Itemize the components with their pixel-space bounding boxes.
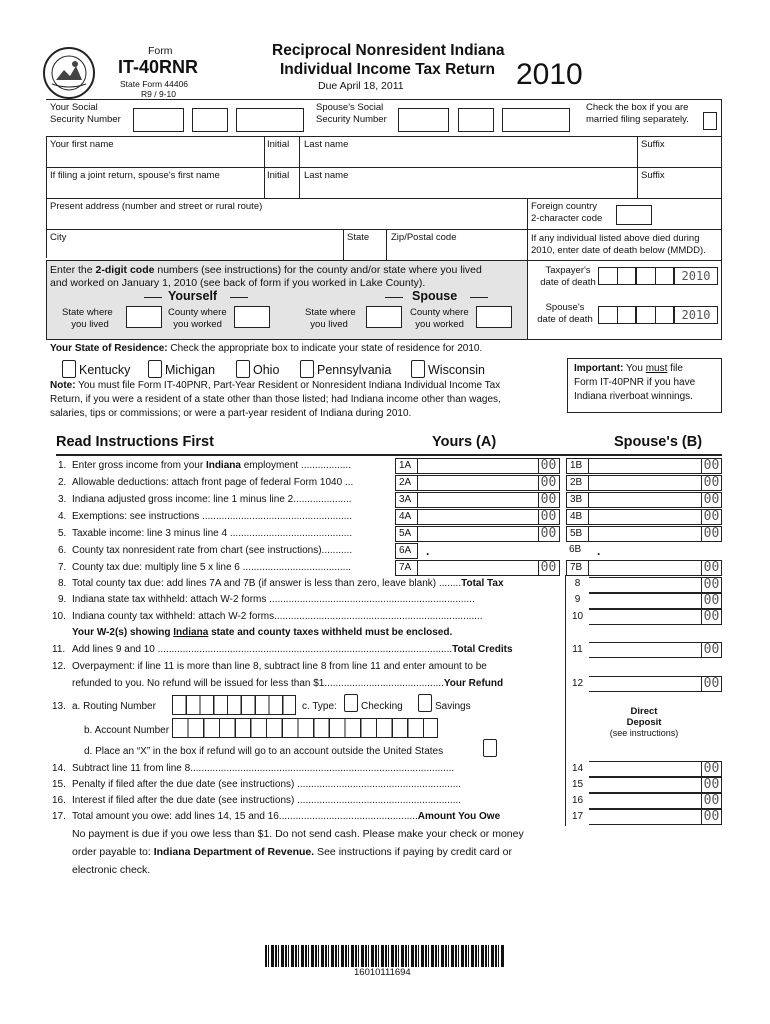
line12-text-2: refunded to you. No refund will be issued for less than $1...........................................Your Refund [72,678,504,689]
line2a-cents: 00 [538,475,558,491]
line2-number: 2. [58,477,67,488]
line4b-cents: 00 [701,509,721,525]
line2-text: Allowable deductions: attach front page of federal Form 1040 ... [72,477,354,488]
account-number-boxes[interactable] [172,718,438,738]
outside-us-label: d. Place an “X” in the box if refund will go to an account outside the United States [84,746,444,757]
state-of-residence-label: Your State of Residence: Check the appropriate box to indicate your state of residence for 2010. [50,343,483,354]
spouse-last-name-label: Last name [304,170,349,181]
yourself-heading: Yourself [168,289,218,303]
line3a-cents: 00 [538,492,558,508]
spouse-death-year-text: 2010 [681,308,711,322]
line6a-id: 6A [395,543,418,559]
line12-id: 12 [571,678,584,689]
line3a-id: 3A [395,492,418,508]
read-instructions-heading: Read Instructions First [56,434,214,450]
line3-number: 3. [58,494,67,505]
line14-number: 14. [52,763,66,774]
ohio-label: Ohio [253,363,280,377]
line5b-id: 5B [566,526,589,542]
line10-cents: 00 [701,609,721,625]
savings-label: Savings [435,701,471,712]
spouse-heading: Spouse [412,289,458,303]
line1-number: 1. [58,460,67,471]
payment-note-line2: order payable to: Indiana Department of Revenue. See instructions if paying by credit card or [72,846,513,858]
line6b-decimal: . [597,544,601,558]
line8-number: 8. [58,578,67,589]
your-ssn-part2[interactable] [192,108,228,132]
your-state-lived-box[interactable] [126,306,162,328]
line7b-cents: 00 [701,560,721,576]
line15-cents: 00 [701,777,721,793]
line7-number: 7. [58,562,67,573]
due-date: Due April 18, 2011 [318,80,404,92]
line14-cents: 00 [701,761,721,777]
form-title-line2: Individual Income Tax Return [280,61,496,78]
death-note: If any individual listed above died during 2010, enter date of death below (MMDD). [531,233,706,256]
line16-cents: 00 [701,793,721,809]
line14-id: 14 [571,763,584,774]
checking-label: Checking [361,701,403,712]
initial-label: Initial [267,139,290,150]
line15-id: 15 [571,779,584,790]
residence-note-line3: salaries, tips or commissions; or were a part-year resident of Indiana during 2010. [50,408,412,419]
line6a-decimal: . [426,544,430,558]
indiana-state-seal [42,46,96,100]
line5-text: Taxable income: line 3 minus line 4 ............................................ [72,528,353,539]
your-county-worked-box[interactable] [234,306,270,328]
spouse-state-lived-label: State where you lived [305,307,356,330]
line14-text: Subtract line 11 from line 8............................................................................................... [72,763,455,774]
spouse-suffix-label: Suffix [641,170,665,181]
michigan-checkbox[interactable] [148,360,162,378]
line1a-id: 1A [395,458,418,474]
line11-number: 11. [52,644,66,655]
line15-text: Penalty if filed after the due date (see instructions) ........................................................... [72,779,462,790]
line8-text: Total county tax due: add lines 7A and 7B (if answer is less than zero, leave blank) ........Total Tax [72,578,504,589]
kentucky-checkbox[interactable] [62,360,76,378]
line2b-cents: 00 [701,475,721,491]
line1b-cents: 00 [701,458,721,474]
zip-label: Zip/Postal code [391,232,457,243]
line16-id: 16 [571,795,584,806]
important-note-line3: Indiana riverboat winnings. [574,391,693,402]
foreign-country-label: Foreign country 2-character code [531,201,603,224]
line4a-cents: 00 [538,509,558,525]
tax-year: 2010 [516,58,583,91]
spouses-column-heading: Spouse's (B) [614,434,703,450]
routing-number-label: a. Routing Number [72,701,156,712]
form-label: Form [148,45,173,57]
first-name-field[interactable] [48,152,262,166]
line7b-id: 7B [566,560,589,576]
taxpayer-death-year-text: 2010 [681,269,711,283]
line9-text: Indiana state tax withheld: attach W-2 forms .......................................................................... [72,594,475,605]
state-label: State [347,232,370,243]
line1-text: Enter gross income from your Indiana employment .................. [72,460,351,471]
married-filing-separately-label: Check the box if you are married filing separately. [586,102,689,125]
your-ssn-label: Your Social Security Number [50,102,121,125]
line1b-id: 1B [566,458,589,474]
account-type-label: c. Type: [302,701,337,712]
barcode [265,945,505,967]
line3b-cents: 00 [701,492,721,508]
pennsylvania-label: Pennsylvania [317,363,392,377]
line4-number: 4. [58,511,67,522]
line5a-cents: 00 [538,526,558,542]
line7-text: County tax due: multiply line 5 x line 6 ....................................... [72,562,351,573]
line8-id: 8 [574,578,581,589]
checking-checkbox[interactable] [344,694,358,712]
line2b-id: 2B [566,475,589,491]
taxpayer-death-label: Taxpayer's date of death [540,265,596,288]
suffix-label: Suffix [641,139,665,150]
line3b-id: 3B [566,492,589,508]
line5b-cents: 00 [701,526,721,542]
residence-note-line1: Note: You must file Form IT-40PNR, Part-Year Resident or Nonresident Indiana Individual Income Tax [50,380,501,391]
form-number: IT-40RNR [118,57,199,77]
line16-number: 16. [52,795,66,806]
line12-number: 12. [52,661,66,672]
married-filing-separately-checkbox[interactable] [703,112,717,130]
line17-text: Total amount you owe: add lines 14, 15 and 16..................................................Amount You Owe [72,811,501,822]
line1a-cents: 00 [538,458,558,474]
line3-text: Indiana adjusted gross income: line 1 minus line 2..................... [72,494,352,505]
spouse-first-name-label: If filing a joint return, spouse's first name [50,170,220,181]
kentucky-label: Kentucky [79,363,131,377]
line4b-id: 4B [566,509,589,525]
line15-number: 15. [52,779,66,790]
spouse-ssn-label: Spouse's Social Security Number [316,102,387,125]
line7a-id: 7A [395,560,418,576]
line10-text: Indiana county tax withheld: attach W-2 forms........................................................................... [72,611,483,622]
line13-number: 13. [52,701,66,712]
pennsylvania-checkbox[interactable] [300,360,314,378]
line8-cents: 00 [701,577,721,593]
savings-checkbox[interactable] [418,694,432,712]
spouse-initial-label: Initial [267,170,290,181]
w2-enclosure-note: Your W-2(s) showing Indiana state and county taxes withheld must be enclosed. [72,627,453,638]
barcode-number: 16010111694 [354,967,411,978]
important-note-line1: Important: You must file [574,363,683,374]
present-address-label: Present address (number and street or rural route) [50,201,263,212]
line6-number: 6. [58,545,67,556]
account-number-label: b. Account Number [84,725,170,736]
line6b-id: 6B [569,544,582,555]
line17-number: 17. [52,811,66,822]
payment-note-line1: No payment is due if you owe less than $1. Do not send cash. Please make your check or money [72,828,524,840]
line17-id: 17 [571,811,584,822]
spouse-county-worked-box[interactable] [476,306,512,328]
first-name-label: Your first name [50,139,114,150]
spouse-ssn-part1[interactable] [398,108,449,132]
last-name-label: Last name [304,139,349,150]
routing-number-boxes[interactable] [172,695,296,715]
wisconsin-label: Wisconsin [428,363,485,377]
line10-number: 10. [52,611,66,622]
form-title-line1: Reciprocal Nonresident Indiana [272,42,505,59]
line9-cents: 00 [701,593,721,609]
wisconsin-checkbox[interactable] [411,360,425,378]
line2a-id: 2A [395,475,418,491]
line5-number: 5. [58,528,67,539]
spouse-state-lived-box[interactable] [366,306,402,328]
state-lived-label: State where you lived [62,307,113,330]
county-worked-label: County where you worked [168,307,227,330]
yours-column-heading: Yours (A) [432,434,497,450]
foreign-country-code-box[interactable] [616,205,652,225]
spouse-ssn-part2[interactable] [458,108,494,132]
your-ssn-part3[interactable] [236,108,304,132]
line10-id: 10 [571,611,584,622]
line12-cents: 00 [701,676,721,692]
line6-text: County tax nonresident rate from chart (see instructions)........... [72,545,353,556]
line9-id: 9 [574,594,581,605]
michigan-label: Michigan [165,363,216,377]
state-form-number: State Form 44406 [120,79,189,89]
outside-us-checkbox[interactable] [483,739,497,757]
line4-text: Exemptions: see instructions ...................................................... [72,511,353,522]
your-ssn-part1[interactable] [133,108,184,132]
line9-number: 9. [58,594,67,605]
direct-deposit-label: Direct Deposit (see instructions) [609,706,679,738]
ohio-checkbox[interactable] [236,360,250,378]
payment-note-line3: electronic check. [72,864,151,876]
line11-text: Add lines 9 and 10 ..........................................................................................................Total Credits [72,644,513,655]
revision: R9 / 9-10 [141,89,176,99]
line11-id: 11 [572,644,583,655]
spouse-death-label: Spouse's date of death [537,302,593,325]
county-instructions-line2: and worked on January 1, 2010 (see back of form if you worked in Lake County). [50,277,426,289]
line11-cents: 00 [701,642,721,658]
residence-note-line2: Return, if you were a resident of a state other than those listed; had Indiana income other than wages, [50,394,501,405]
line4a-id: 4A [395,509,418,525]
spouse-ssn-part3[interactable] [502,108,570,132]
line17-cents: 00 [701,809,721,825]
important-note-line2: Form IT-40PNR if you have [574,377,696,388]
line16-text: Interest if filed after the due date (see instructions) ........................................................... [72,795,462,806]
county-instructions-line1: Enter the 2-digit code numbers (see instructions) for the county and/or state where you lived [50,264,482,276]
city-label: City [50,232,67,243]
line5a-id: 5A [395,526,418,542]
line7a-cents: 00 [538,560,558,576]
spouse-county-worked-label: County where you worked [410,307,469,330]
line12-text-1: Overpayment: if line 11 is more than line 8, subtract line 8 from line 11 and enter amount to be [72,661,487,672]
